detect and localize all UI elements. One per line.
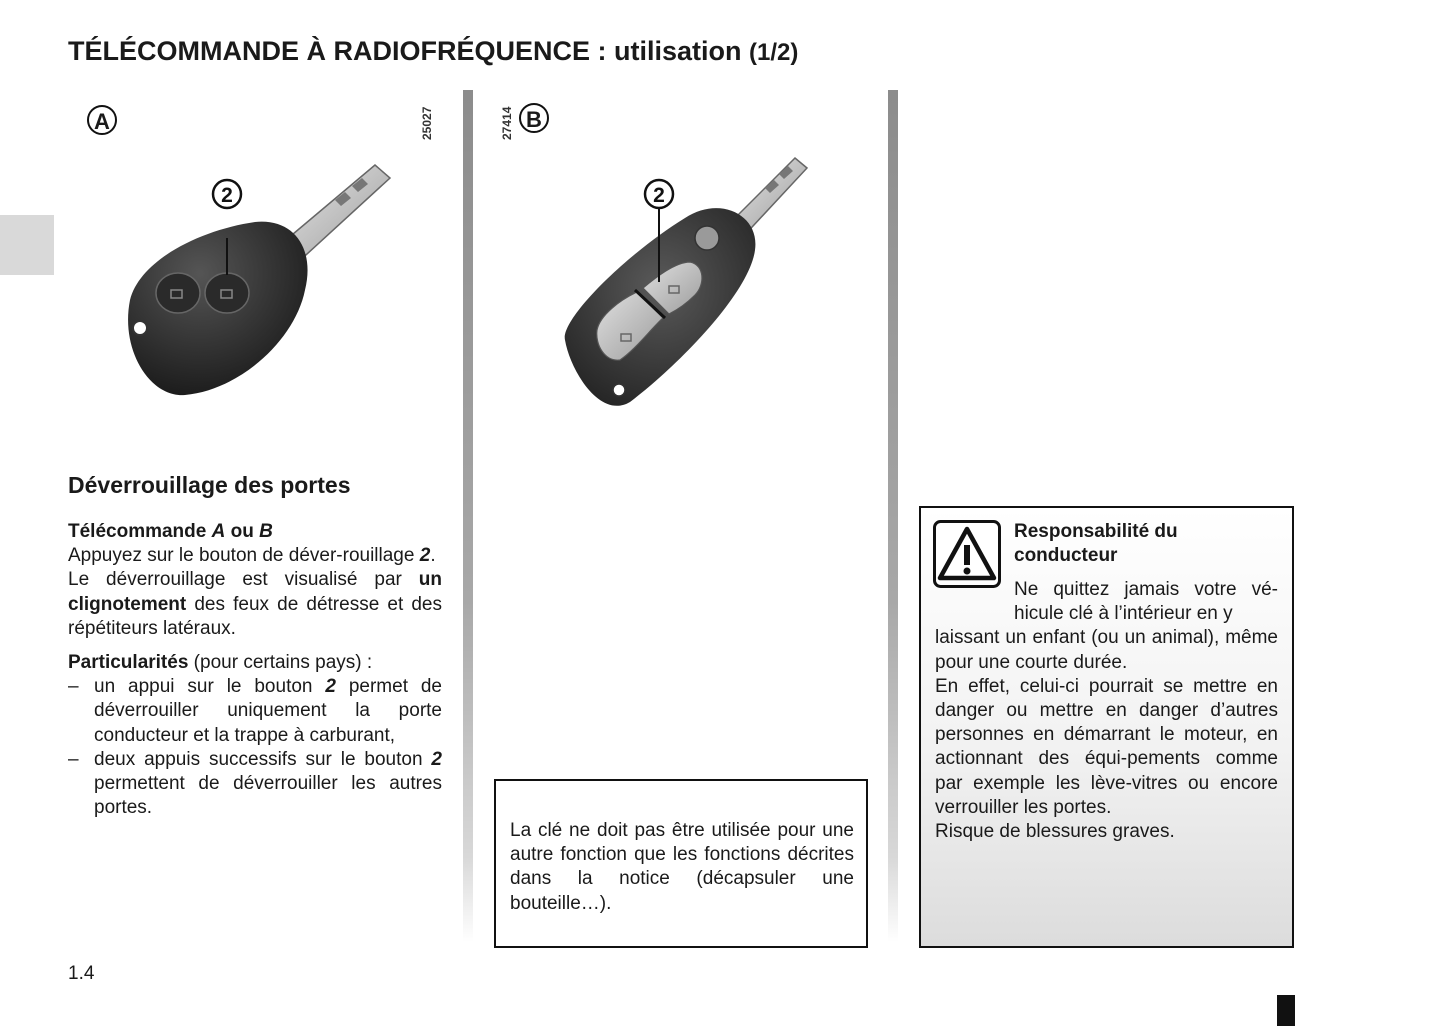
chapter-tab [0,215,54,275]
list-item [68,675,442,748]
figure-a-letter: A [87,105,117,135]
warning-title-line2: conducteur [1014,545,1118,566]
unlock-indication-pre: Le déverrouillage est visualisé par [68,569,419,591]
particularities-rest: (pour certains pays) : [188,652,373,674]
remote-subtitle-a: A [211,521,226,542]
figure-b-ref: 27414 [500,106,514,140]
figure-b-letter: B [519,103,549,133]
unlock-instruction [68,544,442,568]
page-title-main: TÉLÉCOMMANDE À RADIOFRÉQUENCE : utilisation [68,36,742,66]
note-text: La clé ne doit pas être utilisée pour une autre fonction que les fonctions décrites dans la notice (décapsuler une bouteille…). [510,820,854,914]
particularities-list [68,675,442,820]
column-separator-1 [463,90,473,942]
item2-number: 2 [431,748,442,770]
warning-box [919,506,1294,948]
key-fob-a-illustration [100,150,420,410]
figure-a-callout: 2 [221,184,233,207]
warning-title-line1: Responsabilité du [1014,521,1178,542]
remote-subtitle [68,520,442,544]
particularities-heading [68,651,442,675]
page-number: 1.4 [68,963,95,984]
remote-subtitle-b: B [259,521,273,542]
column-separator-2 [888,90,898,942]
warning-body [935,578,1278,844]
item2-pre: deux appuis successifs sur le bouton [94,748,432,770]
remote-subtitle-mid: ou [225,521,260,542]
warning-text-1b: laissant un enfant (ou un animal), même pour une courte durée. [935,627,1278,673]
unlock-indication-bold: un clignotement [68,569,442,615]
unlock-indication-post: des feux de détresse et des répétiteurs latéraux. [68,593,442,639]
unlock-indication [68,568,442,641]
particularities-bold: Particularités [68,652,189,674]
warning-text-2: En effet, celui-ci pourrait se mettre en danger ou mettre en danger d’autres personnes en démarrant le moteur, en actionnant des équi-pements comme par exemple les lève-vitres ou encore verrouiller les portes. [935,675,1278,818]
figure-b-callout: 2 [653,184,665,207]
key-fob-b-illustration [545,150,825,420]
warning-text-1a: Ne quittez jamais votre vé-hicule clé à l’intérieur en y [1014,579,1278,625]
note-box [494,779,868,948]
item1-pre: un appui sur le bouton [94,676,326,698]
page-title-suffix: (1/2) [749,39,799,66]
list-item [68,748,442,821]
remote-subtitle-pre: Télécommande [68,521,212,542]
page-corner-marker [1277,995,1295,1026]
unlock-instruction-pre: Appuyez sur le bouton de déver-rouillage [68,545,420,567]
unlock-instruction-post: . [430,545,436,567]
figure-a-ref: 25027 [420,106,434,140]
item1-post: permet de déverrouiller uniquement la porte conducteur et la trappe à carburant, [94,676,443,746]
item1-number: 2 [325,676,336,698]
warning-title [1014,520,1178,568]
section-title: Déverrouillage des portes [68,472,351,498]
section-body [68,520,442,820]
item2-post: permettent de déverrouiller les autres portes. [94,773,442,819]
warning-text-3: Risque de blessures graves. [935,821,1175,843]
unlock-button-number: 2 [419,545,431,567]
page-title [68,36,798,67]
